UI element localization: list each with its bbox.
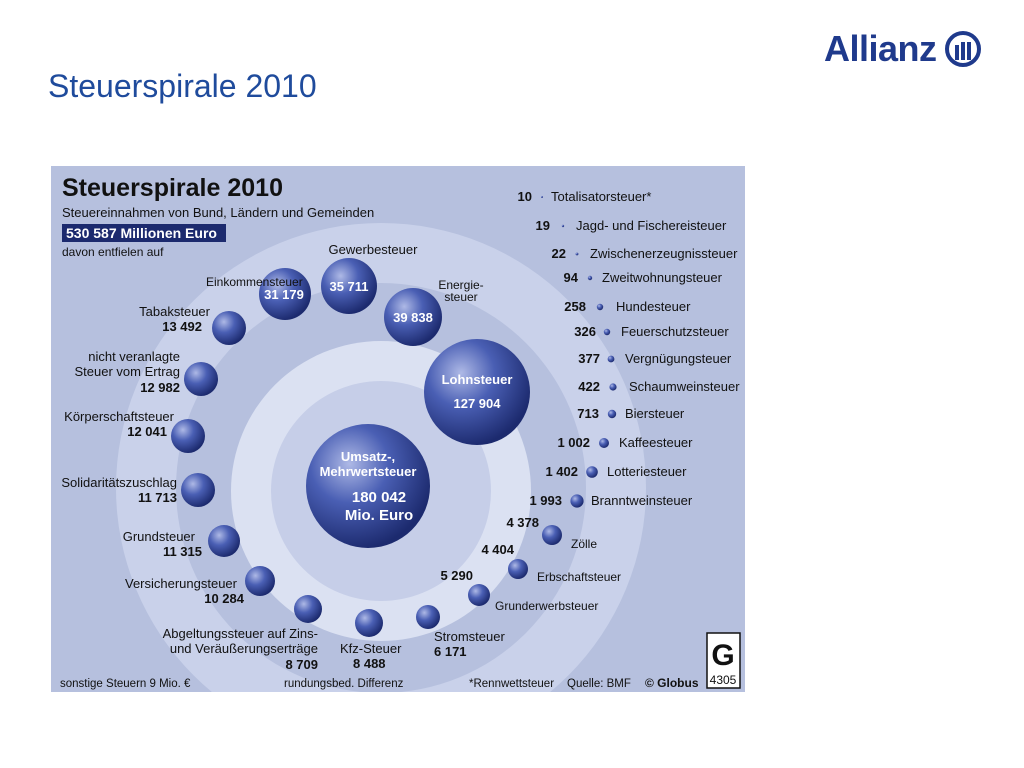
einkommensteuer-label: Einkommensteuer (206, 275, 303, 289)
gewerbesteuer-value: 35 711 (329, 279, 369, 294)
small-item-value-8: 422 (578, 379, 600, 394)
bubble-8 (171, 419, 205, 453)
grunderwerbsteuer-label: Grunderwerbsteuer (495, 599, 599, 613)
bubble-1 (306, 424, 430, 548)
logo-wordmark: Allianz (824, 28, 937, 69)
nicht-veranlagte-value: 12 982 (140, 380, 180, 395)
lohnsteuer-value: 127 904 (453, 396, 501, 411)
bubble-17 (542, 525, 562, 545)
small-item-dot-11 (586, 466, 598, 478)
small-item-value-6: 326 (574, 324, 596, 339)
small-item-dot-7 (608, 356, 615, 363)
zoelle-value: 4 378 (506, 515, 539, 530)
small-item-value-5: 258 (564, 299, 586, 314)
small-item-dot-2 (562, 225, 564, 227)
gewerbesteuer-label: Gewerbesteuer (328, 242, 418, 257)
versicherungsteuer-value: 10 284 (204, 591, 244, 606)
bubble-12 (294, 595, 322, 623)
small-item-label-12: Branntweinsteuer (591, 493, 693, 508)
small-item-label-1: Totalisatorsteuer* (551, 189, 652, 204)
small-item-label-3: Zwischenerzeugnissteuer (590, 246, 738, 261)
small-item-dot-8 (609, 383, 616, 390)
small-item-label-5: Hundesteuer (616, 299, 691, 314)
stromsteuer-value: 6 171 (434, 644, 467, 659)
bubble-7 (184, 362, 218, 396)
small-item-dot-10 (599, 438, 609, 448)
small-item-value-2: 19 (535, 218, 550, 233)
slide-title: Steuerspirale 2010 (48, 68, 317, 104)
footer-source: Quelle: BMF (567, 678, 631, 690)
small-item-value-9: 713 (577, 406, 599, 421)
grundsteuer-label: Grundsteuer (122, 529, 195, 544)
solidaritaetszuschlag-value: 11 713 (137, 490, 177, 505)
small-item-label-9: Biersteuer (625, 406, 685, 421)
umsatz-label: Umsatz-, Mehrwertsteuer (319, 449, 417, 479)
footer-copyright: © Globus (645, 676, 699, 690)
energiesteuer-value: 39 838 (393, 310, 433, 325)
small-item-value-4: 94 (563, 270, 578, 285)
erbschaftsteuer-label: Erbschaftsteuer (537, 570, 622, 584)
umsatz-value: 180 042 Mio. Euro (344, 489, 414, 524)
koerperschaftsteuer-label: Körperschaftsteuer (64, 409, 174, 424)
small-item-label-4: Zweitwohnungsteuer (602, 270, 722, 285)
erbschaftsteuer-value: 4 404 (481, 542, 514, 557)
grunderwerbsteuer-value: 5 290 (440, 568, 473, 583)
globus-badge-number: 4305 (709, 673, 737, 687)
bubble-15 (468, 584, 490, 606)
small-item-value-11: 1 402 (545, 464, 578, 479)
solidaritaetszuschlag-label: Solidaritätszuschlag (61, 475, 177, 490)
energiesteuer-label: Energie-steuer (438, 278, 484, 304)
footer-footnote: *Rennwettsteuer (469, 678, 555, 690)
allianz-eagle-icon (945, 31, 981, 67)
tabaksteuer-value: 13 492 (162, 319, 202, 334)
share-note: davon entfielen auf (62, 245, 164, 259)
small-item-label-7: Vergnügungsteuer (625, 351, 732, 366)
abgeltungssteuer-label: Abgeltungssteuer auf Zins-und Veräußerungserträge (162, 626, 318, 656)
small-item-label-2: Jagd- und Fischereisteuer (576, 218, 727, 233)
small-item-label-10: Kaffeesteuer (619, 435, 693, 450)
globus-badge-letter: G (711, 639, 735, 672)
small-item-value-12: 1 993 (529, 493, 562, 508)
allianz-logo (824, 28, 981, 70)
bubble-13 (355, 609, 383, 637)
footer-other: sonstige Steuern 9 Mio. € (60, 678, 191, 690)
small-item-label-8: Schaumweinsteuer (629, 379, 740, 394)
tabaksteuer-label: Tabaksteuer (139, 304, 210, 319)
bubble-16 (508, 559, 528, 579)
small-item-dot-1 (541, 196, 543, 198)
small-item-dot-5 (597, 304, 603, 310)
chart-svg (51, 166, 745, 692)
koerperschaftsteuer-value: 12 041 (127, 424, 167, 439)
bubble-2 (424, 339, 530, 445)
total-label: 530 587 Millionen Euro (66, 225, 217, 241)
kfz-steuer-label: Kfz-Steuer (340, 641, 402, 656)
small-item-dot-3 (576, 253, 579, 256)
kfz-steuer-value: 8 488 (353, 656, 386, 671)
lohnsteuer-label: Lohnsteuer (441, 372, 513, 387)
bubble-9 (181, 473, 215, 507)
small-item-label-6: Feuerschutzsteuer (621, 324, 729, 339)
bubble-14 (416, 605, 440, 629)
small-item-value-3: 22 (551, 246, 566, 261)
small-item-label-11: Lotteriesteuer (607, 464, 687, 479)
small-item-dot-12 (570, 494, 583, 507)
small-item-dot-9 (608, 410, 616, 418)
bubble-11 (245, 566, 275, 596)
footer-rounding: rundungsbed. Differenz (284, 678, 404, 690)
abgeltungssteuer-value: 8 709 (285, 657, 318, 672)
chart-title: Steuerspirale 2010 (62, 174, 283, 202)
tax-spiral-chart (51, 166, 745, 692)
small-item-value-1: 10 (517, 189, 532, 204)
small-item-value-7: 377 (578, 351, 600, 366)
small-item-value-10: 1 002 (557, 435, 590, 450)
versicherungsteuer-label: Versicherungsteuer (124, 576, 237, 591)
zoelle-label: Zölle (571, 537, 598, 551)
small-item-dot-6 (604, 329, 610, 335)
nicht-veranlagte-label: nicht veranlagte Steuer vom Ertrag (74, 349, 180, 379)
chart-subtitle: Steuereinnahmen von Bund, Ländern und Gemeinden (62, 205, 375, 220)
einkommensteuer-value: 31 179 (264, 287, 304, 302)
stromsteuer-label: Stromsteuer (434, 629, 505, 644)
grundsteuer-value: 11 315 (162, 544, 202, 559)
small-item-dot-4 (588, 276, 592, 280)
bubble-10 (208, 525, 240, 557)
bubble-6 (212, 311, 246, 345)
